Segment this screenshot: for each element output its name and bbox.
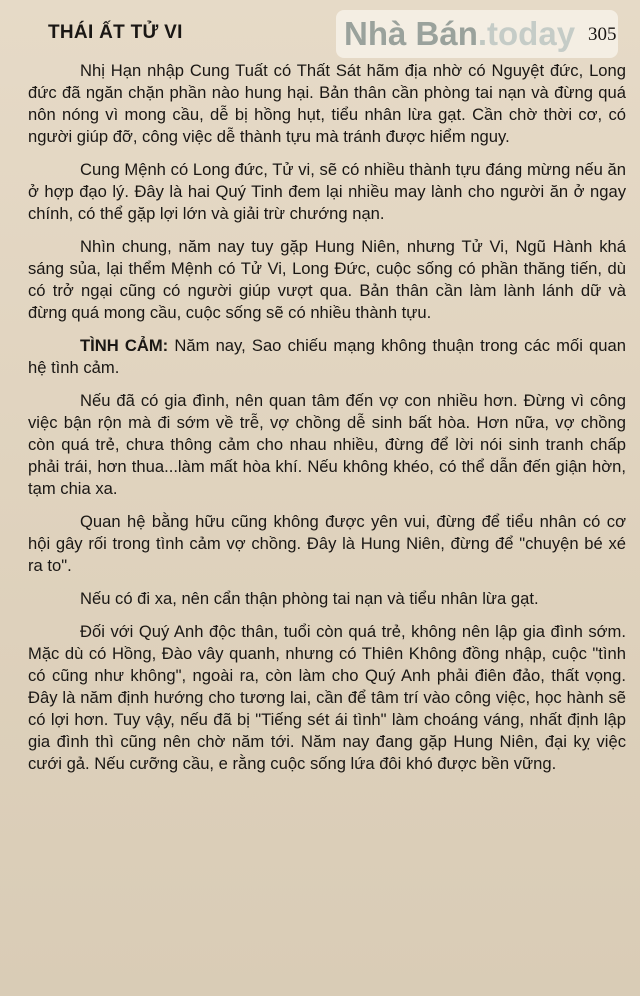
paragraph-2: [28, 159, 626, 225]
page-number: 305: [588, 24, 617, 45]
paragraph-text: Quan hệ bằng hữu cũng không được yên vui, đừng để tiểu nhân có cơ hội gây rối trong tình cảm vợ chồng. Đây là Hung Niên, đừng để "chuyện bé xé ra to".: [28, 512, 626, 575]
paragraph-4: [28, 335, 626, 379]
watermark-tail: today: [487, 15, 576, 52]
paragraph-text: Nếu đã có gia đình, nên quan tâm đến vợ con nhiều hơn. Đừng vì công việc bận rộn mà đi sớm về trễ, vợ chồng dễ sinh bất hòa. Hơn nữa, vợ chồng còn quá trẻ, chưa thông cảm cho nhau nhiều, đừng để lời nói sinh tranh chấp phải trái, hơn thua...làm mất hòa khí. Nếu không khéo, có thể dẫn đến giận hờn, tạm chia xa.: [28, 391, 626, 498]
paragraph-text: Nhìn chung, năm nay tuy gặp Hung Niên, nhưng Tử Vi, Ngũ Hành khá sáng sủa, lại thểm Mệnh có Tử Vi, Long Đức, cuộc sống có phần thăng tiến, dù có trở ngại cũng có người giúp vượt qua. Bản thân cần làm lành lánh dữ và đừng quá mong cầu, cuộc sống sẽ có nhiều thành tựu.: [28, 237, 626, 322]
body-text: [28, 60, 626, 786]
watermark-dot: .: [477, 15, 488, 52]
paragraph-5: [28, 390, 626, 500]
paragraph-text: Năm nay, Sao chiếu mạng không thuận trong các mối quan hệ tình cảm.: [28, 336, 626, 377]
watermark-logo: [336, 10, 618, 58]
paragraph-1: [28, 60, 626, 148]
paragraph-text: Đối với Quý Anh độc thân, tuổi còn quá trẻ, không nên lập gia đình sớm. Mặc dù có Hồng, Đào vây quanh, nhưng có Thiên Không đồng nhập, cuộc "tình có cũng như không", ngoài ra, còn làm cho Quý Anh phải điên đảo, thất vọng. Đây là năm định hướng cho tương lai, cần để tâm trí vào công việc, học hành sẽ có lợi hơn. Tuy vậy, nếu đã bị "Tiếng sét ái tình" làm choáng váng, nhất định lập gia đình thì cũng nên chờ năm tới. Năm nay đang gặp Hung Niên, đại kỵ việc cưới gả. Nếu cưỡng cầu, e rằng cuộc sống lứa đôi khó được bền vững.: [28, 622, 626, 773]
watermark-main: Nhà Bán: [344, 15, 478, 52]
paragraph-text: Nhị Hạn nhập Cung Tuất có Thất Sát hãm địa nhờ có Nguyệt đức, Long đức đã ngăn chặn phần nào hung hại. Bản thân cần phòng tai nạn và đừng quá nôn nóng vì mong cầu, dễ bị hồng hụt, tiểu nhân lừa gạt. Cần chờ thời cơ, có người giúp đỡ, công việc dễ thành tựu mà tránh được hiểm nguy.: [28, 61, 626, 146]
running-title: THÁI ẤT TỬ VI: [48, 22, 183, 43]
paragraph-6: [28, 511, 626, 577]
section-label-tinh-cam: TÌNH CẢM:: [80, 336, 169, 355]
paragraph-3: [28, 236, 626, 324]
paragraph-7: [28, 588, 626, 610]
paragraph-text: Cung Mệnh có Long đức, Tử vi, sẽ có nhiều thành tựu đáng mừng nếu ăn ở hợp đạo lý. Đây là hai Quý Tinh đem lại nhiều may lành cho người ăn ở ngay chính, có thể gặp lợi lớn và giải trừ chướng nạn.: [28, 160, 626, 223]
paragraph-text: Nếu có đi xa, nên cẩn thận phòng tai nạn và tiểu nhân lừa gạt.: [80, 589, 539, 608]
paragraph-8: [28, 621, 626, 775]
